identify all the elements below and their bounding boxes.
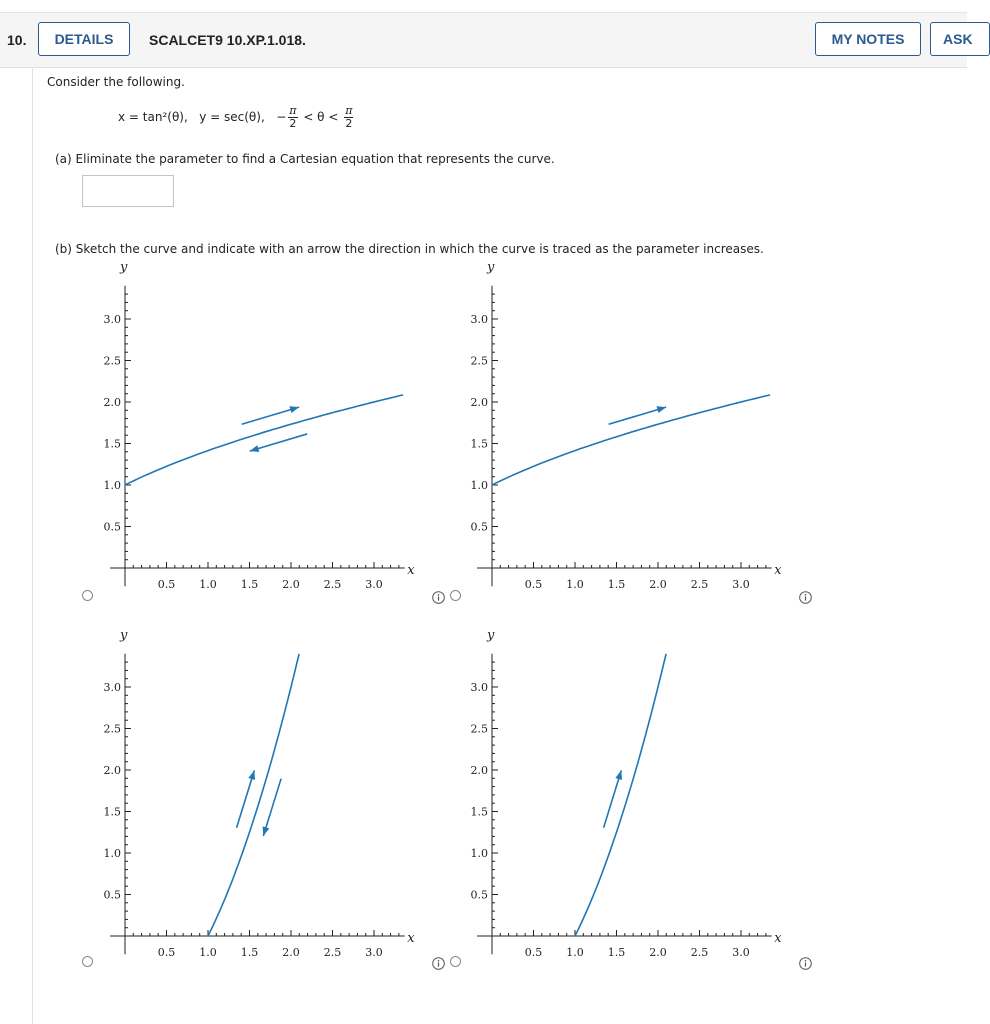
- y-tick-label: 3.0: [103, 313, 121, 326]
- y-tick-label: 3.0: [103, 681, 121, 694]
- y-tick-label: 2.5: [470, 354, 488, 368]
- curve-line: [492, 395, 770, 485]
- x-tick-label: 2.0: [282, 946, 300, 959]
- eq-inequality: < θ <: [299, 110, 343, 124]
- y-tick-label: 0.5: [470, 520, 488, 534]
- eq-main: x = tan²(θ), y = sec(θ), −: [118, 110, 287, 124]
- direction-arrow-head: [248, 770, 255, 780]
- x-tick-label: 1.0: [566, 946, 584, 959]
- fraction-denominator: 2: [289, 116, 297, 130]
- y-tick-label: 0.5: [470, 888, 488, 902]
- y-tick-label: 2.5: [103, 722, 121, 736]
- x-tick-label: 1.5: [240, 578, 259, 591]
- y-tick-label: 1.0: [103, 847, 121, 860]
- y-tick-label: 2.0: [470, 396, 488, 409]
- question-left-border: [32, 67, 33, 1024]
- y-tick-label: 1.5: [103, 437, 121, 451]
- y-tick-label: 1.0: [470, 479, 488, 492]
- graph-option-3: [90, 627, 435, 975]
- y-axis-label: y: [487, 259, 495, 275]
- y-tick-label: 0.5: [103, 520, 121, 534]
- radio-option-2[interactable]: [450, 590, 461, 601]
- graph-option-2: [457, 259, 802, 607]
- details-button[interactable]: DETAILS: [38, 22, 130, 56]
- x-tick-label: 2.5: [323, 946, 342, 959]
- y-tick-label: 3.0: [470, 681, 488, 694]
- y-tick-label: 1.5: [103, 805, 121, 819]
- ask-your-teacher-button[interactable]: ASK: [930, 22, 990, 56]
- y-tick-label: 3.0: [470, 313, 488, 326]
- question-source: SCALCET9 10.XP.1.018.: [149, 32, 306, 48]
- cartesian-equation-input[interactable]: [82, 175, 174, 207]
- x-tick-label: 1.0: [566, 578, 584, 591]
- graph-option-4: [457, 627, 802, 975]
- y-tick-label: 2.5: [103, 354, 121, 368]
- fraction-pi-over-2: [344, 105, 353, 130]
- x-tick-label: 2.0: [649, 946, 667, 959]
- x-tick-label: 2.5: [690, 946, 709, 959]
- direction-arrow-shaft: [263, 779, 281, 836]
- x-tick-label: 0.5: [157, 946, 176, 959]
- y-tick-label: 2.5: [470, 722, 488, 736]
- x-tick-label: 0.5: [524, 578, 543, 591]
- x-tick-label: 0.5: [524, 946, 543, 959]
- parametric-equations: [118, 100, 355, 134]
- y-tick-label: 1.5: [470, 437, 488, 451]
- fraction-numerator: π: [289, 103, 297, 117]
- y-tick-label: 2.0: [103, 764, 121, 777]
- y-tick-label: 2.0: [470, 764, 488, 777]
- y-tick-label: 0.5: [103, 888, 121, 902]
- x-axis-label: x: [774, 563, 782, 578]
- y-axis-label: y: [120, 627, 128, 643]
- x-axis-label: x: [774, 931, 782, 946]
- info-icon[interactable]: [799, 591, 812, 604]
- x-tick-label: 1.0: [199, 578, 217, 591]
- curve-line: [575, 654, 666, 936]
- y-tick-label: 1.5: [470, 805, 488, 819]
- y-tick-label: 1.0: [103, 479, 121, 492]
- radio-option-3[interactable]: [82, 956, 93, 967]
- y-axis-label: y: [120, 259, 128, 275]
- info-icon[interactable]: [432, 957, 445, 970]
- question-number: 10.: [7, 32, 27, 48]
- curve-line: [125, 395, 403, 485]
- x-tick-label: 3.0: [732, 946, 750, 959]
- x-tick-label: 1.5: [240, 946, 259, 959]
- x-tick-label: 0.5: [157, 578, 176, 591]
- fraction-neg-pi-over-2: [288, 105, 297, 130]
- problem-intro: Consider the following.: [47, 75, 185, 89]
- curve-line: [208, 654, 299, 936]
- question-header: [0, 13, 973, 68]
- x-tick-label: 2.0: [282, 578, 300, 591]
- y-tick-label: 1.0: [470, 847, 488, 860]
- y-axis-label: y: [487, 627, 495, 643]
- x-axis-label: x: [407, 931, 415, 946]
- x-axis-label: x: [407, 563, 415, 578]
- x-tick-label: 3.0: [732, 578, 750, 591]
- x-tick-label: 2.0: [649, 578, 667, 591]
- graph-option-1: [90, 259, 435, 607]
- info-icon[interactable]: [799, 957, 812, 970]
- part-a-prompt: (a) Eliminate the parameter to find a Cartesian equation that represents the curve.: [55, 152, 555, 166]
- radio-option-4[interactable]: [450, 956, 461, 967]
- fraction-denominator: 2: [345, 116, 353, 130]
- direction-arrow-head: [290, 406, 300, 413]
- direction-arrow-head: [615, 770, 622, 780]
- direction-arrow-head: [250, 445, 260, 452]
- part-b-prompt: (b) Sketch the curve and indicate with an arrow the direction in which the curve is traced as the parameter increases.: [55, 242, 764, 256]
- x-tick-label: 1.5: [607, 578, 626, 591]
- radio-option-1[interactable]: [82, 590, 93, 601]
- x-tick-label: 1.0: [199, 946, 217, 959]
- y-tick-label: 2.0: [103, 396, 121, 409]
- x-tick-label: 2.5: [690, 578, 709, 591]
- x-tick-label: 2.5: [323, 578, 342, 591]
- x-tick-label: 3.0: [365, 946, 383, 959]
- direction-arrow-head: [657, 406, 667, 413]
- x-tick-label: 3.0: [365, 578, 383, 591]
- fraction-numerator: π: [345, 103, 353, 117]
- my-notes-button[interactable]: MY NOTES: [815, 22, 921, 56]
- direction-arrow-head: [263, 826, 270, 836]
- info-icon[interactable]: [432, 591, 445, 604]
- x-tick-label: 1.5: [607, 946, 626, 959]
